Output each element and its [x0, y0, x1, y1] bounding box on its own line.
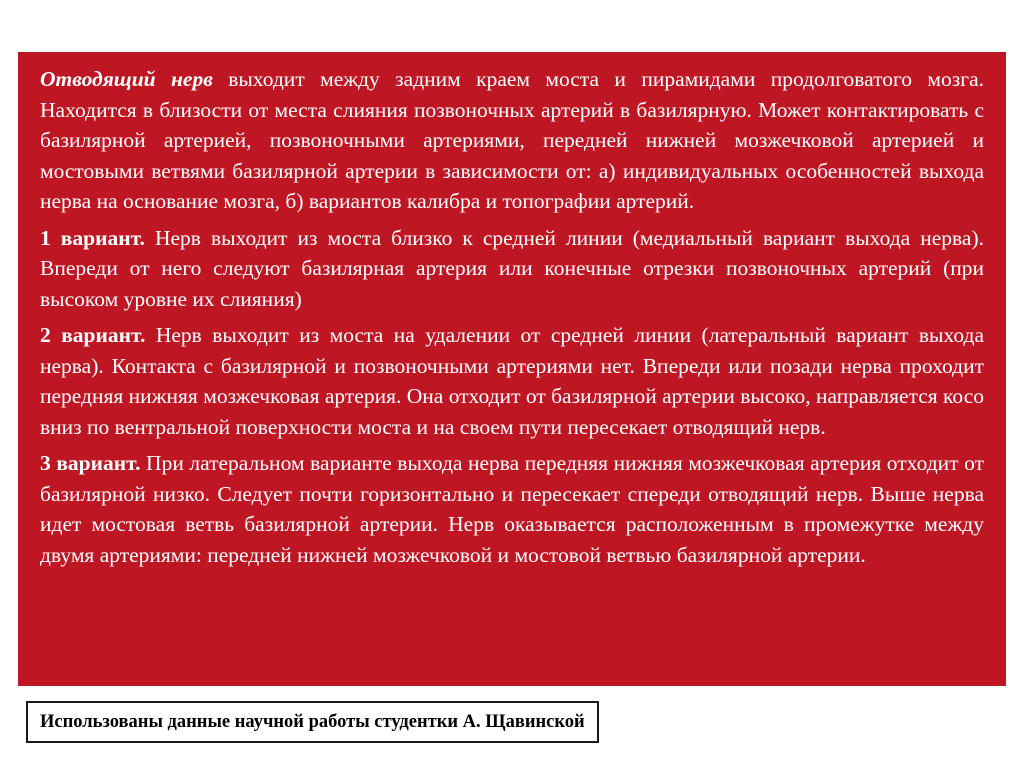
paragraph-lead: Отводящий нерв [40, 67, 213, 91]
content-box [18, 52, 1006, 686]
paragraph-variant-2 [40, 320, 984, 442]
paragraph-text: выходит между задним краем моста и пирамидами продолговатого мозга. Находится в близости от места слияния позвоночных артерий в базилярную. Может контактировать с базилярной артерией, позвоночными артериями, передней нижней мозжечковой артерией и мостовыми ветвями базилярной артерии в зависимости от: а) индивидуальных особенностей выхода нерва на основание мозга, б) вариантов калибра и топографии артерий. [40, 67, 984, 213]
paragraph-lead: 2 вариант. [40, 323, 146, 347]
paragraph-text: Нерв выходит из моста близко к средней линии (медиальный вариант выхода нерва). Впереди от него следуют базилярная артерия или конечные отрезки позвоночных артерий (при высоком уровне их слияния) [40, 225, 984, 311]
source-caption-text: Использованы данные научной работы студентки А. Щавинской [40, 711, 585, 732]
source-caption [26, 701, 599, 743]
paragraph-lead: 1 вариант. [40, 225, 145, 250]
paragraph-text: Нерв выходит из моста на удалении от средней линии (латеральный вариант выхода нерва). Контакта с базилярной и позвоночными артериями нет. Впереди или позади нерва проходит передняя нижняя мозжечковая артерия. Она отходит от базилярной артерии высоко, направляется косо вниз по вентральной поверхности моста и на своем пути пересекает отводящий нерв. [40, 323, 984, 439]
paragraph-intro [40, 64, 984, 217]
paragraph-text: При латеральном варианте выхода нерва передняя нижняя мозжечковая артерия отходит от базилярной низко. Следует почти горизонтально и пересекает спереди отводящий нерв. Выше нерва идет мостовая ветвь базилярной артерии. Нерв оказывается расположенным в промежутке между двумя артериями: передней нижней мозжечковой и мостовой ветвью базилярной артерии. [40, 451, 984, 567]
paragraph-variant-1 [40, 223, 984, 315]
paragraph-lead: 3 вариант. [40, 451, 141, 475]
paragraph-variant-3 [40, 448, 984, 570]
